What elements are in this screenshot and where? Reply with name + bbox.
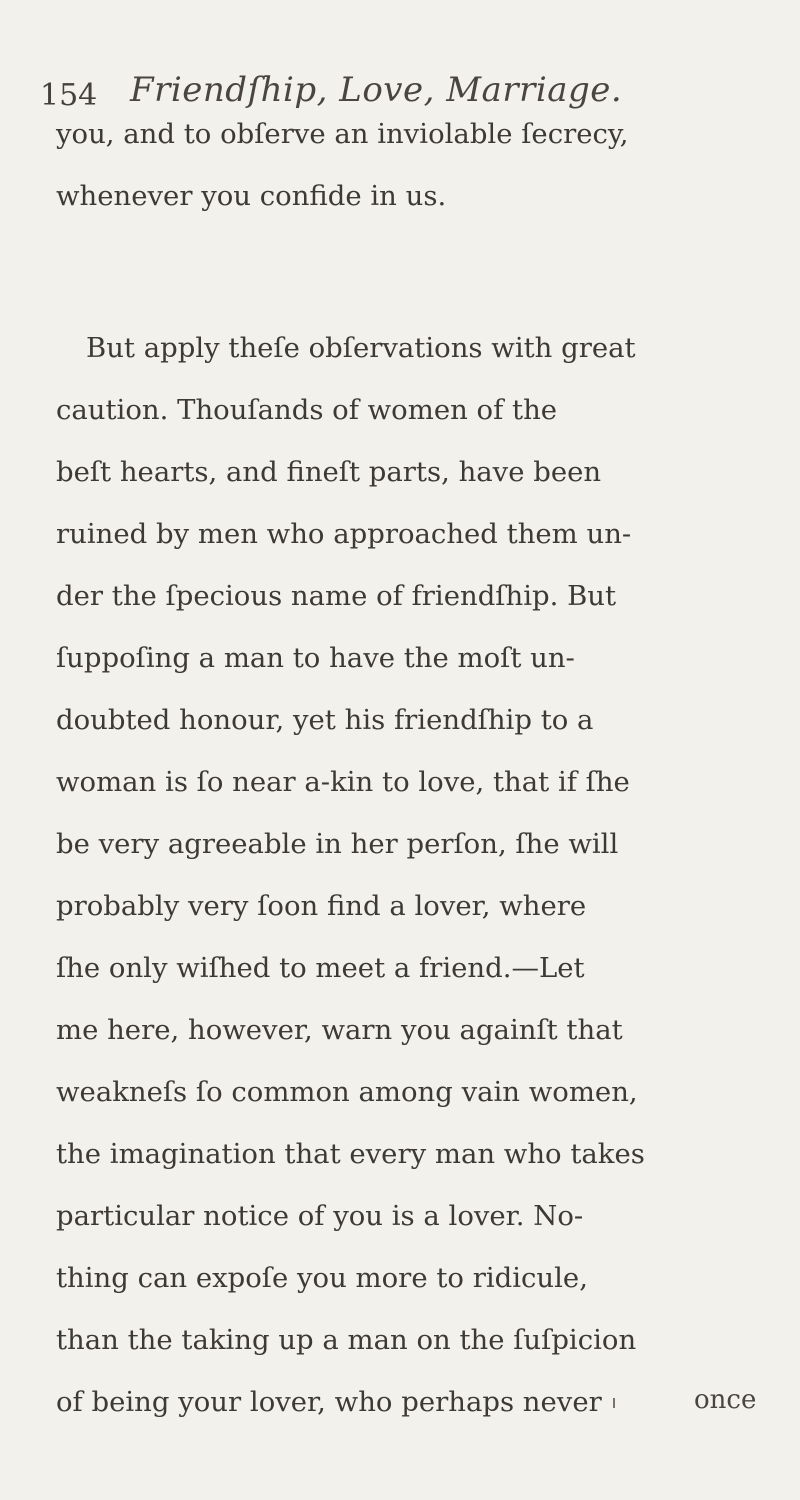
page-number: 154 [40, 78, 98, 113]
ink-speck [613, 1398, 615, 1408]
text-line: ſhe only wiſhed to meet a friend.—Let [56, 952, 585, 984]
text-line: whenever you confide in us. [56, 180, 447, 212]
text-line: beſt hearts, and fineſt parts, have been [56, 456, 602, 488]
text-line: the imagination that every man who takes [56, 1138, 645, 1170]
text-line: particular notice of you is a lover. No- [56, 1200, 584, 1232]
text-line: But apply theſe obſervations with great [86, 332, 636, 364]
text-line: weakneſs ſo common among vain women, [56, 1076, 638, 1108]
text-line: be very agreeable in her perſon, ſhe will [56, 828, 619, 860]
text-line: der the ſpecious name of friendſhip. But [56, 580, 617, 612]
text-line: doubted honour, yet his friendſhip to a [56, 704, 594, 736]
text-line: me here, however, warn you againſt that [56, 1014, 623, 1046]
text-line: of being your lover, who perhaps never [56, 1386, 602, 1418]
text-line: probably very ſoon find a lover, where [56, 890, 587, 922]
text-line: ſuppoſing a man to have the moſt un- [56, 642, 575, 674]
text-line: than the taking up a man on the ſuſpicion [56, 1324, 637, 1356]
text-line: you, and to obſerve an inviolable ſecrecy, [56, 118, 629, 150]
running-title: Friendſhip, Love, Marriage. [130, 70, 623, 110]
text-line: woman is ſo near a-kin to love, that if ſhe [56, 766, 630, 798]
text-line: ruined by men who approached them un- [56, 518, 632, 550]
text-line: thing can expoſe you more to ridicule, [56, 1262, 588, 1294]
catchword: once [694, 1385, 757, 1415]
text-line: caution. Thouſands of women of the [56, 394, 558, 426]
page-header [40, 70, 760, 120]
